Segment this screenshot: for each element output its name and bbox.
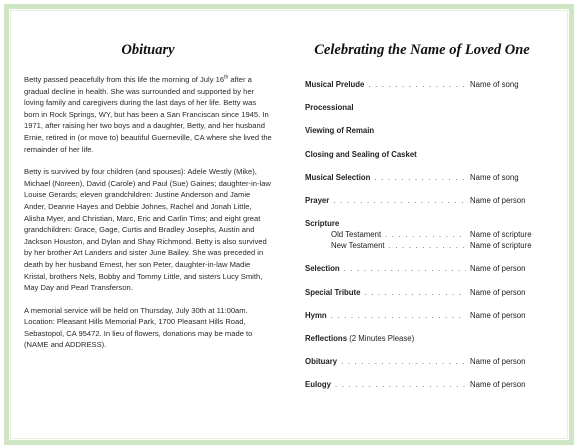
program-item-value: Name of person [470,310,526,320]
program-item [305,311,539,322]
program-item-value: Name of person [470,380,526,390]
dot-leader [335,380,466,389]
program-item-value: Name of person [470,357,526,367]
program-item-label: Viewing of Remain [305,126,375,136]
program-item [305,103,539,114]
dot-leader [331,311,466,320]
program-item-value: Name of scripture [470,241,532,251]
program-item-value: Name of song [470,80,519,89]
dot-leader [364,288,466,297]
program-item-label: Processional [305,103,354,113]
program-item-label: Scripture [305,219,340,229]
program-subitem [305,241,539,252]
program-item [305,288,539,299]
program-item [305,150,539,161]
program-item-label: Obituary [305,357,338,367]
dot-leader [385,230,466,239]
obituary-paragraph-3: A memorial service will be held on Thursday, July 30th at 11:00am. Location: Pleasant Hills Memorial Park, 1700 Pleasant Hills Road, Sebastopol, CA 95472. In lieu of flowers, donations may be made to (NAME and ADDRESS). [24,305,253,350]
program-item-label: Special Tribute [305,287,361,297]
program-column [305,8,539,391]
program-item [305,334,539,345]
program-item [305,173,539,184]
program-item-label: Selection [305,264,340,274]
dot-leader [374,173,466,182]
program-item-label: Closing and Sealing of Casket [305,149,417,159]
program-item [305,196,539,207]
program-item-value: Name of song [470,172,519,182]
obituary-paragraph-2: Betty is survived by four children (and spouses): Adele Westly (Mike), Michael (Noreen), David (Carole) and Paul (Sue) Gaines; daughter-in-law Louise Gerards; eleven grandchildren: Justine Anderson and Jamie Ander, Deanne Hayes and Debbie Johnes, Rachel and Jonah Little, Alisha Myer, and Christian, Marc, Eric and Carlin Tims; and eight great grandchildren: Grace, Gage, Curtis and Bradley Josephs, Austin and Jackson Houston, and Dylan and Shay Richmond. Betty is also survived by her brother Art Landers and sister June Bailey. She was preceded in death by her husband Ernest, her son Peter, daughter-in-law Madie Kristal, brothers Nels, Bobby and Tommy Little, and sisters Lucy Smith, May Day and Pearl Transferson. [24,167,271,293]
program-item [305,80,539,91]
program-item-label: Reflections [305,333,348,343]
dot-leader [333,196,466,205]
obituary-column [24,8,272,351]
program-title: Celebrating the Name of Loved One [314,42,530,58]
dot-leader [341,357,466,366]
dot-leader [389,241,466,250]
obituary-title: Obituary [121,42,175,58]
program-subitem [305,230,539,241]
program-item [305,264,539,275]
program-item-label: Old Testament [331,230,382,240]
dot-leader [368,80,466,89]
dot-leader [344,264,466,273]
program-item [305,219,539,230]
program-item-label: Hymn [305,310,327,320]
obituary-paragraph-1: Betty passed peacefully from this life the morning of July 16th after a gradual decline in health. She was surrounded and supported by her loving family and caregivers during the last days of her life. Betty was born in Rock Springs, WY, but has been a San Franciscan since 1945. In 1971, after raising her two boys and a daughter, Betty, and her husband Ernie, retired in (or move to) beautiful Guerneville, CA where she lived the remainder of her life. [24,74,272,154]
program-item-note: (2 Minutes Please) [347,333,415,343]
program-item-label: Musical Selection [305,172,371,182]
program-item-label: Musical Prelude [305,80,365,89]
program-item-value: Name of person [470,195,526,205]
program-list [305,80,539,391]
program-item-value: Name of scripture [470,230,532,240]
program-item-label: Eulogy [305,380,331,390]
program-item [305,126,539,137]
program-item [305,380,539,391]
program-item-value: Name of person [470,264,526,274]
program-item-value: Name of person [470,287,526,297]
program-item [305,357,539,368]
program-item-label: New Testament [331,241,385,251]
program-item-label: Prayer [305,195,330,205]
